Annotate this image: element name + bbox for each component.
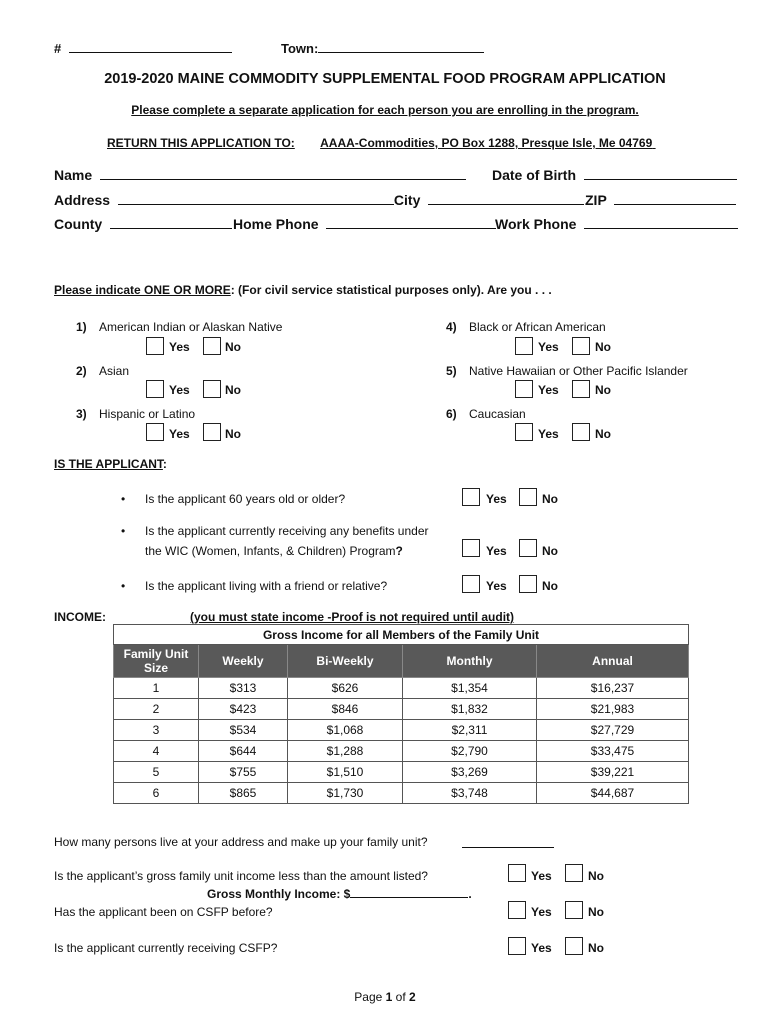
income-question: Is the applicant’s gross family unit income less than the amount listed?	[54, 869, 428, 883]
ethnicity-1-no-label: No	[225, 340, 241, 354]
ethnicity-4-no-checkbox[interactable]	[572, 337, 590, 355]
page-label: Page	[354, 990, 383, 1004]
address-label: Address	[54, 192, 111, 208]
ethnicity-label-2: Asian	[99, 364, 130, 378]
table-row	[114, 762, 689, 783]
cell-monthly: $1,832	[403, 699, 537, 720]
ethnicity-6-no-label: No	[595, 427, 611, 441]
ethnicity-5-yes-checkbox[interactable]	[515, 380, 533, 398]
current-no-label: No	[588, 941, 604, 955]
income-label: INCOME:	[54, 610, 106, 624]
ethnicity-label-3: Hispanic or Latino	[99, 407, 196, 421]
age-yes-label: Yes	[486, 492, 507, 506]
cell-weekly: $534	[199, 720, 288, 741]
income-note: (you must state income -Proof is not required until audit)	[190, 610, 515, 624]
ethnicity-1-no-checkbox[interactable]	[203, 337, 221, 355]
cell-size: 2	[114, 699, 199, 720]
address-field[interactable]	[54, 192, 584, 208]
ethnicity-num-2: 2)	[76, 364, 87, 378]
cell-monthly: $3,748	[403, 783, 537, 804]
applicant-q-wic-line1: Is the applicant currently receiving any benefits under	[145, 524, 429, 538]
current-yes-checkbox[interactable]	[508, 937, 526, 955]
header-annual: Annual	[537, 645, 689, 678]
form-number-line	[69, 40, 232, 53]
cell-annual: $21,983	[537, 699, 689, 720]
before-yes-label: Yes	[531, 905, 552, 919]
table-row	[114, 678, 689, 699]
gross-monthly-label: Gross Monthly Income: $	[207, 887, 351, 901]
town-field[interactable]	[281, 40, 484, 56]
cell-weekly: $423	[199, 699, 288, 720]
cell-biweekly: $846	[288, 699, 403, 720]
cell-annual: $33,475	[537, 741, 689, 762]
age-no-label: No	[542, 492, 558, 506]
applicant-heading-text: IS THE APPLICANT	[54, 457, 163, 471]
cell-biweekly: $626	[288, 678, 403, 699]
header-monthly: Monthly	[403, 645, 537, 678]
page-current: 1	[385, 990, 393, 1004]
ethnicity-heading-emph: Please indicate ONE OR MORE	[54, 283, 231, 297]
ethnicity-6-no-checkbox[interactable]	[572, 423, 590, 441]
return-line	[107, 136, 664, 150]
cell-size: 6	[114, 783, 199, 804]
cell-size: 4	[114, 741, 199, 762]
ethnicity-heading-rest: : (For civil service statistical purposes only). Are you . . .	[230, 283, 552, 297]
ethnicity-2-no-checkbox[interactable]	[203, 380, 221, 398]
zip-field[interactable]	[585, 192, 736, 208]
ethnicity-1-yes-label: Yes	[169, 340, 190, 354]
ethnicity-num-5: 5)	[446, 364, 457, 378]
header-family-size: Family Unit Size	[114, 645, 199, 678]
page-of: of	[395, 990, 406, 1004]
applicant-q-wic-mark: ?	[395, 544, 403, 558]
persons-field[interactable]	[462, 835, 554, 851]
cell-biweekly: $1,510	[288, 762, 403, 783]
applicant-q-wic-text: the WIC (Women, Infants, & Children) Program	[145, 544, 396, 558]
persons-question: How many persons live at your address and make up your family unit?	[54, 835, 428, 849]
work-phone-line	[584, 216, 738, 229]
ethnicity-num-4: 4)	[446, 320, 457, 334]
ethnicity-label-1: American Indian or Alaskan Native	[99, 320, 283, 334]
ethnicity-3-yes-checkbox[interactable]	[146, 423, 164, 441]
city-line	[428, 192, 584, 205]
living-yes-label: Yes	[486, 579, 507, 593]
form-number-field[interactable]	[54, 40, 232, 56]
ethnicity-4-no-label: No	[595, 340, 611, 354]
gross-monthly-period: .	[468, 887, 472, 901]
table-row	[114, 699, 689, 720]
ethnicity-num-1: 1)	[76, 320, 87, 334]
cell-biweekly: $1,730	[288, 783, 403, 804]
gross-monthly-field[interactable]	[207, 885, 472, 901]
zip-line	[614, 192, 736, 205]
form-title: 2019-2020 MAINE COMMODITY SUPPLEMENTAL FOOD PROGRAM APPLICATION	[104, 71, 666, 87]
ethnicity-5-yes-label: Yes	[538, 383, 559, 397]
name-field[interactable]	[54, 167, 466, 183]
ethnicity-label-5: Native Hawaiian or Other Pacific Islander	[469, 364, 688, 378]
zip-label: ZIP	[585, 192, 607, 208]
cell-monthly: $1,354	[403, 678, 537, 699]
cell-weekly: $755	[199, 762, 288, 783]
table-row	[114, 783, 689, 804]
living-no-checkbox[interactable]	[519, 575, 537, 593]
cell-weekly: $644	[199, 741, 288, 762]
dob-field[interactable]	[492, 167, 737, 183]
town-line	[318, 40, 484, 53]
living-no-label: No	[542, 579, 558, 593]
hash-label: #	[54, 41, 62, 56]
applicant-heading	[54, 457, 167, 471]
ethnicity-3-yes-label: Yes	[169, 427, 190, 441]
ethnicity-2-yes-label: Yes	[169, 383, 190, 397]
income-table	[113, 624, 689, 804]
before-question: Has the applicant been on CSFP before?	[54, 905, 273, 919]
ethnicity-heading	[54, 283, 552, 297]
income-yes-label: Yes	[531, 869, 552, 883]
town-label: Town:	[281, 41, 319, 56]
work-phone-label: Work Phone	[495, 216, 577, 232]
current-question: Is the applicant currently receiving CSFP?	[54, 941, 278, 955]
ethnicity-num-3: 3)	[76, 407, 87, 421]
applicant-heading-colon: :	[162, 457, 167, 471]
wic-no-checkbox[interactable]	[519, 539, 537, 557]
current-no-checkbox[interactable]	[565, 937, 583, 955]
income-yes-checkbox[interactable]	[508, 864, 526, 882]
work-phone-field[interactable]	[495, 216, 738, 232]
page-number	[0, 990, 770, 1004]
county-field[interactable]	[54, 216, 232, 232]
applicant-q-living: Is the applicant living with a friend or relative?	[145, 579, 388, 593]
age-yes-checkbox[interactable]	[462, 488, 480, 506]
page-total: 2	[409, 990, 416, 1004]
income-no-checkbox[interactable]	[565, 864, 583, 882]
home-phone-line	[326, 216, 496, 229]
applicant-q-age: Is the applicant 60 years old or older?	[145, 492, 346, 506]
ethnicity-4-yes-label: Yes	[538, 340, 559, 354]
bullet-1: •	[121, 492, 126, 506]
cell-monthly: $2,790	[403, 741, 537, 762]
cell-size: 1	[114, 678, 199, 699]
home-phone-label: Home Phone	[233, 216, 319, 232]
address-line	[118, 192, 394, 205]
ethnicity-num-6: 6)	[446, 407, 457, 421]
before-no-checkbox[interactable]	[565, 901, 583, 919]
income-table-header-row	[114, 645, 689, 678]
return-address: AAAA-Commodities, PO Box 1288, Presque Isle, Me 04769	[320, 136, 653, 150]
name-label: Name	[54, 167, 93, 183]
cell-annual: $39,221	[537, 762, 689, 783]
dob-label: Date of Birth	[492, 167, 576, 183]
ethnicity-6-yes-label: Yes	[538, 427, 559, 441]
cell-annual: $44,687	[537, 783, 689, 804]
cell-biweekly: $1,068	[288, 720, 403, 741]
ethnicity-6-yes-checkbox[interactable]	[515, 423, 533, 441]
return-underline-tail	[652, 136, 664, 150]
cell-annual: $16,237	[537, 678, 689, 699]
ethnicity-4-yes-checkbox[interactable]	[515, 337, 533, 355]
header-weekly: Weekly	[199, 645, 288, 678]
wic-no-label: No	[542, 544, 558, 558]
persons-line	[462, 835, 554, 848]
ethnicity-3-no-checkbox[interactable]	[203, 423, 221, 441]
city-label: City	[393, 192, 421, 208]
applicant-q-wic-line2	[145, 544, 403, 558]
instruction-text: Please complete a separate application for each person you are enrolling in the program.	[131, 103, 639, 117]
before-no-label: No	[588, 905, 604, 919]
income-no-label: No	[588, 869, 604, 883]
cell-weekly: $313	[199, 678, 288, 699]
ethnicity-3-no-label: No	[225, 427, 241, 441]
age-no-checkbox[interactable]	[519, 488, 537, 506]
county-line	[110, 216, 232, 229]
home-phone-field[interactable]	[233, 216, 496, 232]
cell-annual: $27,729	[537, 720, 689, 741]
cell-size: 5	[114, 762, 199, 783]
ethnicity-label-4: Black or African American	[469, 320, 606, 334]
dob-line	[584, 167, 737, 180]
cell-weekly: $865	[199, 783, 288, 804]
table-row	[114, 720, 689, 741]
table-row	[114, 741, 689, 762]
before-yes-checkbox[interactable]	[508, 901, 526, 919]
wic-yes-label: Yes	[486, 544, 507, 558]
ethnicity-2-yes-checkbox[interactable]	[146, 380, 164, 398]
living-yes-checkbox[interactable]	[462, 575, 480, 593]
ethnicity-5-no-label: No	[595, 383, 611, 397]
county-label: County	[54, 216, 103, 232]
header-biweekly: Bi-Weekly	[288, 645, 403, 678]
ethnicity-1-yes-checkbox[interactable]	[146, 337, 164, 355]
cell-monthly: $2,311	[403, 720, 537, 741]
gross-monthly-line	[350, 885, 468, 898]
name-line	[100, 167, 466, 180]
cell-size: 3	[114, 720, 199, 741]
ethnicity-5-no-checkbox[interactable]	[572, 380, 590, 398]
ethnicity-2-no-label: No	[225, 383, 241, 397]
ethnicity-label-6: Caucasian	[469, 407, 526, 421]
return-label: RETURN THIS APPLICATION TO:	[107, 136, 295, 150]
cell-monthly: $3,269	[403, 762, 537, 783]
income-table-caption-row	[114, 625, 689, 645]
cell-biweekly: $1,288	[288, 741, 403, 762]
income-table-title: Gross Income for all Members of the Family Unit	[114, 625, 689, 645]
wic-yes-checkbox[interactable]	[462, 539, 480, 557]
bullet-2: •	[121, 524, 126, 538]
bullet-3: •	[121, 579, 126, 593]
current-yes-label: Yes	[531, 941, 552, 955]
